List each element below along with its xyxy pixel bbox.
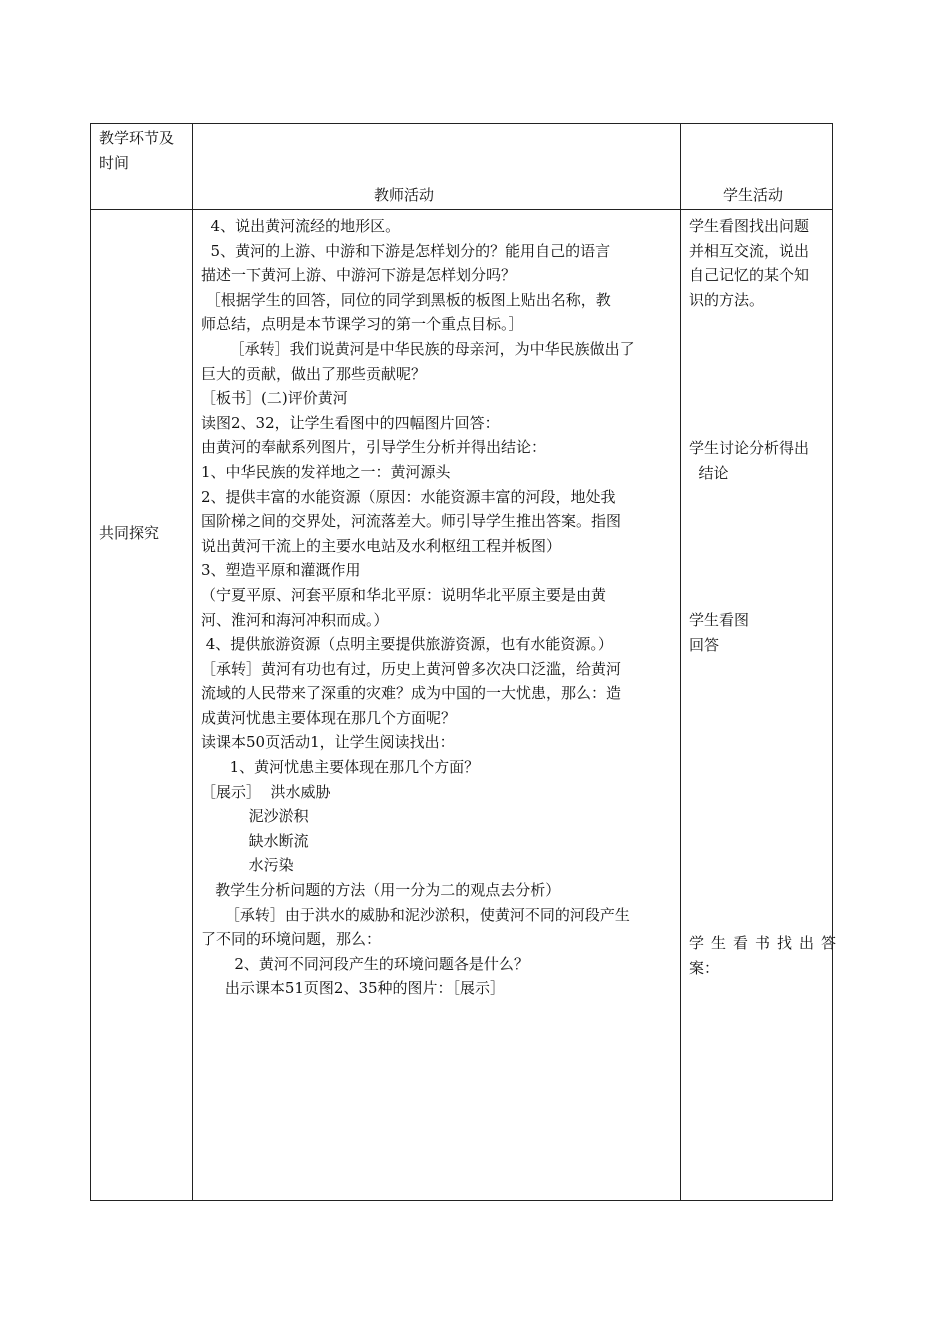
teacher-line: 描述一下黄河上游、中游河下游是怎样划分吗？ bbox=[201, 266, 517, 285]
teacher-line: 泥沙淤积 bbox=[201, 807, 309, 826]
teacher-line: 成黄河忧患主要体现在那几个方面呢？ bbox=[201, 708, 457, 727]
teacher-line: 国阶梯之间的交界处，河流落差大。师引导学生推出答案。指图 bbox=[201, 512, 622, 531]
lesson-plan-table bbox=[90, 123, 844, 1201]
student-activity-group-3 bbox=[689, 608, 749, 657]
header-student-activity: 学生活动 bbox=[723, 186, 784, 204]
teacher-line: （宁夏平原、河套平原和华北平原：说明华北平原主要是由黄 bbox=[201, 585, 607, 604]
student-line: 学生看图 bbox=[689, 611, 750, 629]
teacher-line: 出示课本51页图2、35种的图片：［展示］ bbox=[201, 979, 506, 998]
teacher-line: 流域的人民带来了深重的灾难？成为中国的一大忧患，那么：造 bbox=[201, 684, 622, 703]
student-line: 学生讨论分析得出 bbox=[689, 439, 810, 457]
teacher-activity-text bbox=[201, 214, 635, 1001]
student-line: 学生看图找出问题 bbox=[689, 217, 810, 235]
student-line: 学生看书找出答 bbox=[689, 934, 844, 952]
teacher-line: 2、黄河不同河段产生的环境问题各是什么？ bbox=[201, 954, 529, 973]
header-stage-line: 时间 bbox=[99, 153, 130, 172]
teacher-line: 4、说出黄河流经的地形区。 bbox=[201, 217, 401, 235]
teacher-line: 2、提供丰富的水能资源（原因：水能资源丰富的河段，地处我 bbox=[201, 487, 616, 506]
teacher-line: 5、黄河的上游、中游和下游是怎样划分的？能用自己的语言 bbox=[201, 241, 611, 260]
column-divider-2 bbox=[680, 124, 681, 1200]
header-stage-label bbox=[99, 126, 174, 175]
teacher-line: 缺水断流 bbox=[201, 831, 309, 850]
header-teacher-activity: 教师活动 bbox=[374, 186, 435, 204]
teacher-line: 了不同的环境问题，那么： bbox=[201, 930, 382, 949]
teacher-line: ［板书］(二)评价黄河 bbox=[201, 389, 348, 408]
student-line: 回答 bbox=[689, 635, 720, 654]
teacher-line: ［承转］我们说黄河是中华民族的母亲河，为中华民族做出了 bbox=[201, 339, 635, 358]
teacher-line: 1、黄河忧患主要体现在那几个方面？ bbox=[201, 758, 480, 777]
teacher-line: 教学生分析问题的方法（用一分为二的观点去分析） bbox=[201, 881, 561, 900]
teacher-line: 4、提供旅游资源（点明主要提供旅游资源，也有水能资源。） bbox=[201, 635, 613, 654]
teacher-line: 说出黄河干流上的主要水电站及水利枢纽工程并板图） bbox=[201, 536, 562, 555]
teacher-line: 水污染 bbox=[201, 856, 294, 875]
teacher-line: 读图2、32，让学生看图中的四幅图片回答： bbox=[201, 413, 500, 432]
teacher-line: ［根据学生的回答，同位的同学到黑板的板图上贴出名称，教 bbox=[201, 290, 611, 309]
teacher-line: ［展示］ 洪水威胁 bbox=[201, 782, 331, 801]
column-divider-1 bbox=[192, 124, 193, 1200]
student-line: 结论 bbox=[689, 463, 729, 482]
stage-label: 共同探究 bbox=[99, 524, 160, 542]
student-activity-group-2 bbox=[689, 436, 809, 485]
header-divider bbox=[91, 209, 832, 210]
teacher-line: 1、中华民族的发祥地之一：黄河源头 bbox=[201, 462, 451, 481]
student-line: 并相互交流，说出 bbox=[689, 241, 810, 260]
header-stage-line: 教学环节及 bbox=[99, 129, 175, 147]
teacher-line: 读课本50页活动1，让学生阅读找出： bbox=[201, 733, 455, 752]
student-line: 案： bbox=[689, 958, 720, 977]
teacher-line: ［承转］由于洪水的威胁和泥沙淤积，使黄河不同的河段产生 bbox=[201, 905, 630, 924]
teacher-line: ［承转］黄河有功也有过，历史上黄河曾多次决口泛滥，给黄河 bbox=[201, 659, 622, 678]
teacher-line: 3、塑造平原和灌溉作用 bbox=[201, 561, 361, 580]
teacher-line: 河、淮河和海河冲积而成。） bbox=[201, 610, 389, 629]
student-line: 识的方法。 bbox=[689, 290, 765, 309]
teacher-line: 由黄河的奉献系列图片，引导学生分析并得出结论： bbox=[201, 438, 547, 457]
teacher-line: 巨大的贡献，做出了那些贡献呢？ bbox=[201, 364, 427, 383]
student-activity-group-1 bbox=[689, 214, 809, 312]
student-line: 自己记忆的某个知 bbox=[689, 266, 810, 285]
student-activity-group-4 bbox=[689, 931, 843, 980]
teacher-line: 师总结，点明是本节课学习的第一个重点目标。］ bbox=[201, 315, 524, 334]
